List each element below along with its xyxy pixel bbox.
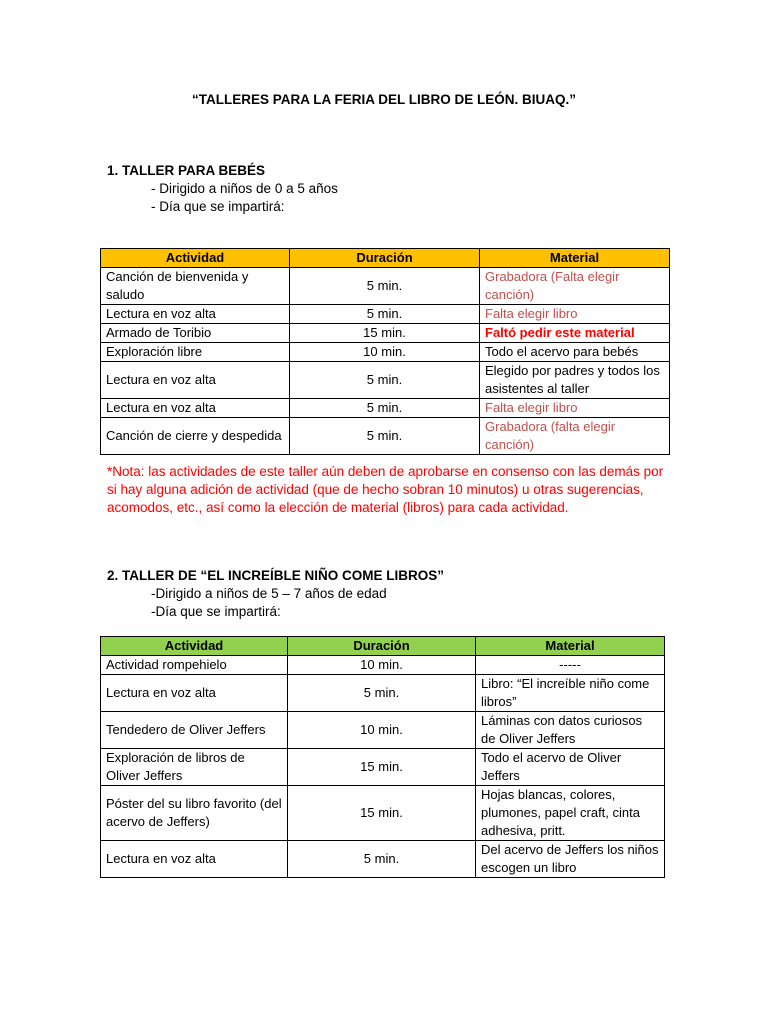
taller1-table bbox=[100, 248, 670, 455]
cell-actividad: Lectura en voz alta bbox=[101, 841, 288, 878]
cell-duracion: 10 min. bbox=[288, 656, 476, 675]
table-header-row bbox=[101, 637, 665, 656]
cell-material: Todo el acervo de Oliver Jeffers bbox=[476, 749, 665, 786]
cell-actividad: Armado de Toribio bbox=[101, 324, 290, 343]
cell-material: ----- bbox=[476, 656, 665, 675]
cell-duracion: 15 min. bbox=[288, 749, 476, 786]
cell-material: Elegido por padres y todos los asistentes al taller bbox=[480, 362, 670, 399]
table-row bbox=[101, 841, 665, 878]
cell-material: Libro: “El increíble niño come libros” bbox=[476, 675, 665, 712]
cell-actividad: Tendedero de Oliver Jeffers bbox=[101, 712, 288, 749]
cell-material: Falta elegir libro bbox=[480, 399, 670, 418]
cell-duracion: 5 min. bbox=[290, 418, 480, 455]
table-row bbox=[101, 343, 670, 362]
cell-actividad: Actividad rompehielo bbox=[101, 656, 288, 675]
column-header-material: Material bbox=[476, 637, 665, 656]
cell-actividad: Lectura en voz alta bbox=[101, 675, 288, 712]
table-row bbox=[101, 418, 670, 455]
cell-material: Falta elegir libro bbox=[480, 305, 670, 324]
cell-actividad: Canción de bienvenida y saludo bbox=[101, 268, 290, 305]
cell-actividad: Lectura en voz alta bbox=[101, 362, 290, 399]
table-row bbox=[101, 305, 670, 324]
cell-duracion: 5 min. bbox=[290, 399, 480, 418]
cell-material: Faltó pedir este material bbox=[480, 324, 670, 343]
cell-duracion: 5 min. bbox=[288, 675, 476, 712]
table-row bbox=[101, 656, 665, 675]
cell-material: Hojas blancas, colores, plumones, papel craft, cinta adhesiva, pritt. bbox=[476, 786, 665, 841]
cell-material: Grabadora (falta elegir canción) bbox=[480, 418, 670, 455]
cell-duracion: 10 min. bbox=[288, 712, 476, 749]
column-header-duracion: Duración bbox=[290, 249, 480, 268]
cell-duracion: 15 min. bbox=[290, 324, 480, 343]
table-row bbox=[101, 786, 665, 841]
column-header-material: Material bbox=[480, 249, 670, 268]
taller1-heading: 1. TALLER PARA BEBÉS bbox=[107, 163, 266, 178]
table-row bbox=[101, 268, 670, 305]
column-header-actividad: Actividad bbox=[101, 249, 290, 268]
cell-material: Láminas con datos curiosos de Oliver Jeffers bbox=[476, 712, 665, 749]
cell-material: Del acervo de Jeffers los niños escogen un libro bbox=[476, 841, 665, 878]
taller1-note: *Nota: las actividades de este taller aún deben de aprobarse en consenso con las demás por si hay alguna adición de actividad (que de hecho sobran 10 minutos) u otras sugerencias, acomodos, etc., así como la elección de material (libros) para cada actividad. bbox=[107, 464, 664, 515]
document-title: “TALLERES PARA LA FERIA DEL LIBRO DE LEÓN. BIUAQ.” bbox=[191, 92, 576, 107]
taller1-bullet-age: - Dirigido a niños de 0 a 5 años bbox=[151, 181, 338, 196]
table-row bbox=[101, 362, 670, 399]
taller1-bullet-day: - Día que se impartirá: bbox=[151, 199, 285, 214]
table-row bbox=[101, 749, 665, 786]
taller2-table bbox=[100, 636, 665, 878]
table-row bbox=[101, 399, 670, 418]
column-header-duracion: Duración bbox=[288, 637, 476, 656]
table-header-row bbox=[101, 249, 670, 268]
table-row bbox=[101, 712, 665, 749]
cell-duracion: 10 min. bbox=[290, 343, 480, 362]
cell-duracion: 5 min. bbox=[290, 305, 480, 324]
cell-duracion: 5 min. bbox=[290, 268, 480, 305]
cell-duracion: 5 min. bbox=[290, 362, 480, 399]
taller2-heading: 2. TALLER DE “EL INCREÍBLE NIÑO COME LIBROS” bbox=[107, 568, 445, 583]
table-row bbox=[101, 324, 670, 343]
cell-actividad: Exploración de libros de Oliver Jeffers bbox=[101, 749, 288, 786]
cell-actividad: Póster del su libro favorito (del acervo de Jeffers) bbox=[101, 786, 288, 841]
cell-actividad: Exploración libre bbox=[101, 343, 290, 362]
cell-actividad: Lectura en voz alta bbox=[101, 305, 290, 324]
taller2-bullet-age: -Dirigido a niños de 5 – 7 años de edad bbox=[151, 586, 387, 601]
table-row bbox=[101, 675, 665, 712]
cell-actividad: Canción de cierre y despedida bbox=[101, 418, 290, 455]
taller2-bullet-day: -Día que se impartirá: bbox=[151, 604, 281, 619]
cell-actividad: Lectura en voz alta bbox=[101, 399, 290, 418]
column-header-actividad: Actividad bbox=[101, 637, 288, 656]
cell-duracion: 15 min. bbox=[288, 786, 476, 841]
cell-duracion: 5 min. bbox=[288, 841, 476, 878]
cell-material: Grabadora (Falta elegir canción) bbox=[480, 268, 670, 305]
cell-material: Todo el acervo para bebés bbox=[480, 343, 670, 362]
